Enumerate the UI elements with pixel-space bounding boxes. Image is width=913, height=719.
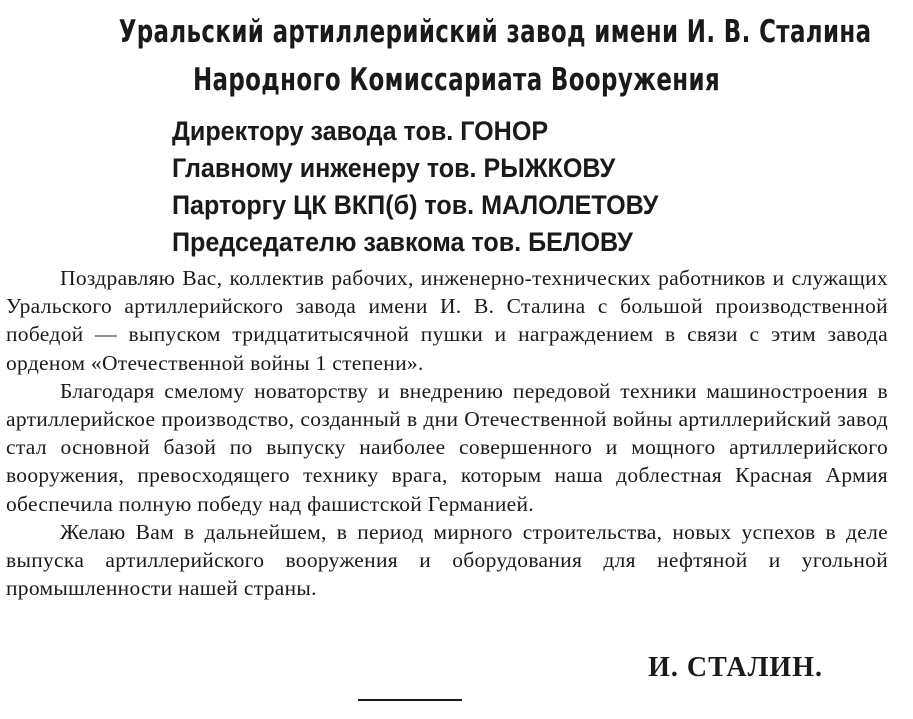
header-line-2: Народного Комиссариата Вооружения (192, 62, 721, 98)
divider-line (358, 699, 462, 701)
paragraph-achievement: Благодаря смелому новаторству и внедрению передовой техники машиностроения в артиллерийское производство, созданный в дни Отечественной войны артиллерийский завод стал основной базой по выпуску наиболее совершенного и мощного артиллерийского вооружения, превосходящего технику врага, которым наша доблестная Красная Армия обеспечила полную победу над фашистской Германией. (6, 378, 888, 516)
signature: И. СТАЛИН. (648, 652, 823, 683)
addressee-union-chairman: Председателю завкома тов. БЕЛОВУ (172, 227, 633, 257)
addressee-list (172, 113, 695, 261)
addressee-chief-engineer: Главному инженеру тов. РЫЖКОВУ (172, 153, 616, 183)
addressee-party-organizer: Парторгу ЦК ВКП(б) тов. МАЛОЛЕТОВУ (172, 190, 659, 220)
letter-body (6, 264, 888, 602)
header-line-1: Уральский артиллерийский завод имени И. В. Сталина (118, 14, 872, 50)
addressee-director: Директору завода тов. ГОНОР (172, 116, 549, 146)
paragraph-congratulation: Поздравляю Вас, коллектив рабочих, инженерно-технических работников и служащих Уральского артиллерийского завода имени И. В. Сталина с большой производственной победой — выпуском тридцатитысячной пушки и награждением в связи с этим завода орденом «Отечественной войны 1 степени». (6, 266, 888, 375)
paragraph-wishes: Желаю Вам в дальнейшем, в период мирного строительства, новых успехов в деле выпуска артиллерийского вооружения и оборудования для нефтяной и угольной промышленности нашей страны. (6, 519, 888, 601)
